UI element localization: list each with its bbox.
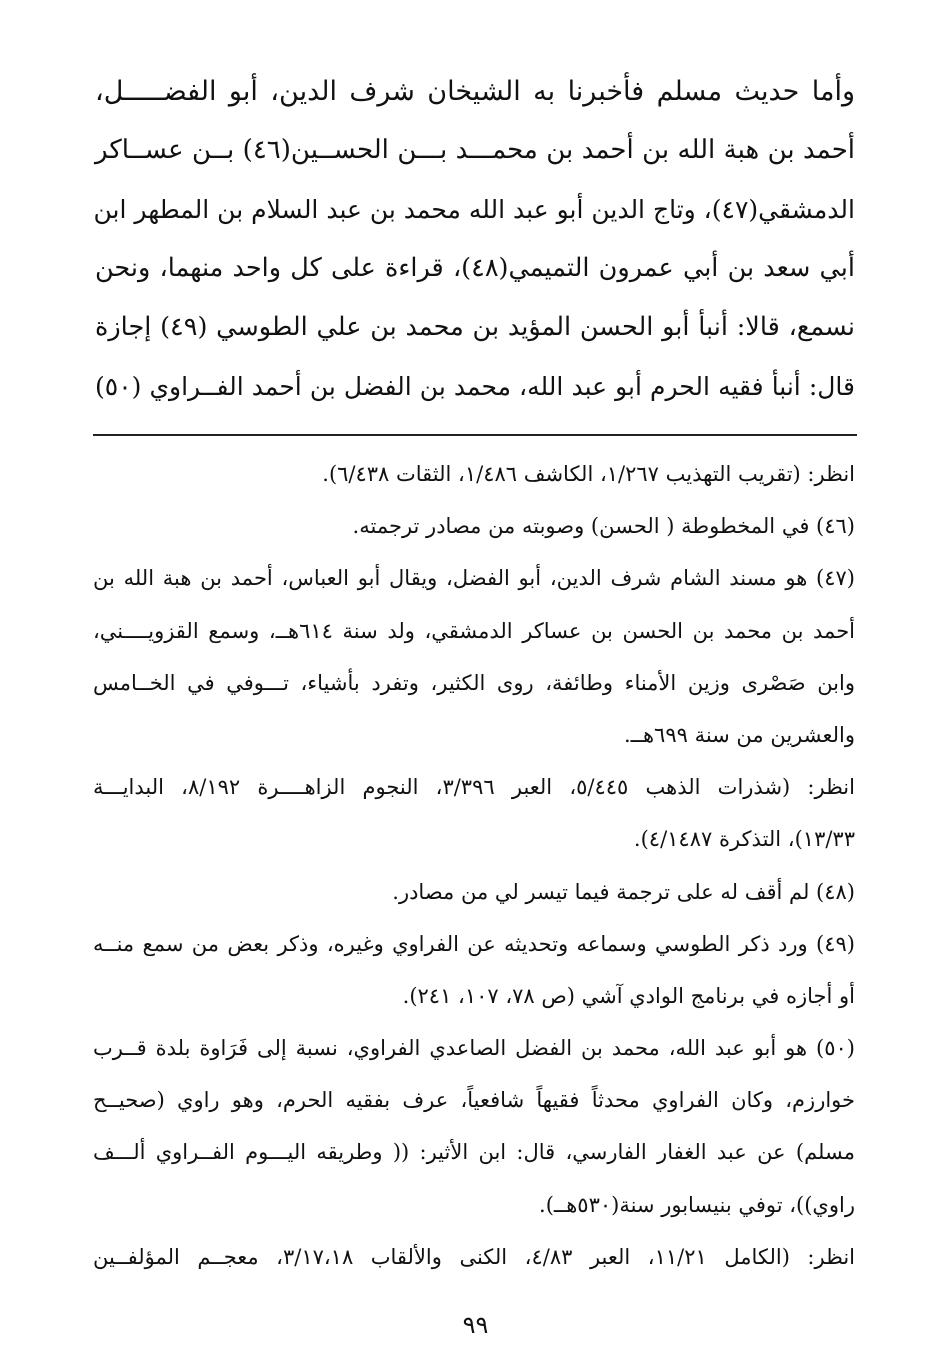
footnote-line: انظر: (شذرات الذهب ٥/٤٤٥، العبر ٣/٣٩٦، النجوم الزاهــــرة ٨/١٩٢، البدايـــة (93, 775, 855, 800)
footnote-line: (٤٧) هو مسند الشام شرف الدين، أبو الفضل، ويقال أبو العباس، أحمد بن هبة الله بن (93, 566, 855, 591)
main-text-line: أبي سعد بن أبي عمرون التميمي(٤٨)، قراءة على كل واحد منهما، ونحن (95, 253, 855, 283)
main-text-line: نسمع، قالا: أنبأ أبو الحسن المؤيد بن محمد بن علي الطوسي (٤٩) إجازة (95, 312, 855, 342)
main-text-line: أحمد بن هبة الله بن أحمد بن محمـــد بـــن الحســين(٤٦) بــن عســاكر (95, 135, 855, 165)
footnotes-block (93, 448, 855, 1283)
footnote-line: خوارزم، وكان الفراوي محدثاً فقيهاً شافعياً، عرف بفقيه الحرم، وهو راوي (صحيــح (93, 1088, 855, 1113)
main-text-line: وأما حديث مسلم فأخبرنا به الشيخان شرف الدين، أبو الفضـــــل، (95, 76, 855, 107)
footnote-line: مسلم) عن عبد الغفار الفارسي، قال: ابن الأثير: (( وطريقه اليـــوم الفــراوي ألـــف (93, 1140, 855, 1165)
footnote-line: أحمد بن محمد بن الحسن بن عساكر الدمشقي، ولد سنة ٦١٤هــ، وسمع القزويــــني، (93, 618, 856, 643)
footnote-line: (٥٠) هو أبو عبد الله، محمد بن الفضل الصاعدي الفراوي، نسبة إلى فَرَاوة بلدة قــرب (93, 1036, 855, 1061)
footnote-line: وابن صَصْرى وزين الأمناء وطائفة، روى الكثير، وتفرد بأشياء، تـــوفي في الخــامس (93, 670, 855, 695)
footnote-line: والعشرين من سنة ٦٩٩هــ. (623, 722, 855, 747)
footnote-line: (٤٨) لم أقف له على ترجمة فيما تيسر لي من مصادر. (392, 879, 855, 904)
page-number: ٩٩ (462, 1311, 489, 1339)
footnote-line: (٤٩) ورد ذكر الطوسي وسماعه وتحديثه عن الفراوي وغيره، وذكر بعض من سمع منــه (93, 931, 855, 956)
footnote-line: راوي))، توفي بنيسابور سنة(٥٣٠هــ). (539, 1192, 855, 1217)
footnote-line: انظر: (الكامل ١١/٢١، العبر ٤/٨٣، الكنى والألقاب ٣/١٧،١٨، معجــم المؤلفــين (93, 1244, 856, 1269)
main-text-line: الدمشقي(٤٧)، وتاج الدين أبو عبد الله محمد بن عبد السلام بن المطهر ابن (93, 195, 855, 224)
footnote-line: انظر: (تقريب التهذيب ١/٢٦٧، الكاشف ١/٤٨٦، الثقات ٦/٤٣٨). (322, 462, 855, 486)
footnote-line: ١٣/٣٣)، التذكرة ٤/١٤٨٧). (633, 827, 855, 852)
footnote-line: أو أجازه في برنامج الوادي آشي (ص ٧٨، ١٠٧، ٢٤١). (402, 983, 855, 1008)
footnote-separator (93, 434, 857, 436)
main-text-block (95, 62, 855, 416)
footnote-line: (٤٦) في المخطوطة ( الحسن) وصوبته من مصادر ترجمته. (352, 514, 855, 539)
main-text-line: قال: أنبأ فقيه الحرم أبو عبد الله، محمد بن الفضل بن أحمد الفــراوي (٥٠) (95, 372, 855, 401)
